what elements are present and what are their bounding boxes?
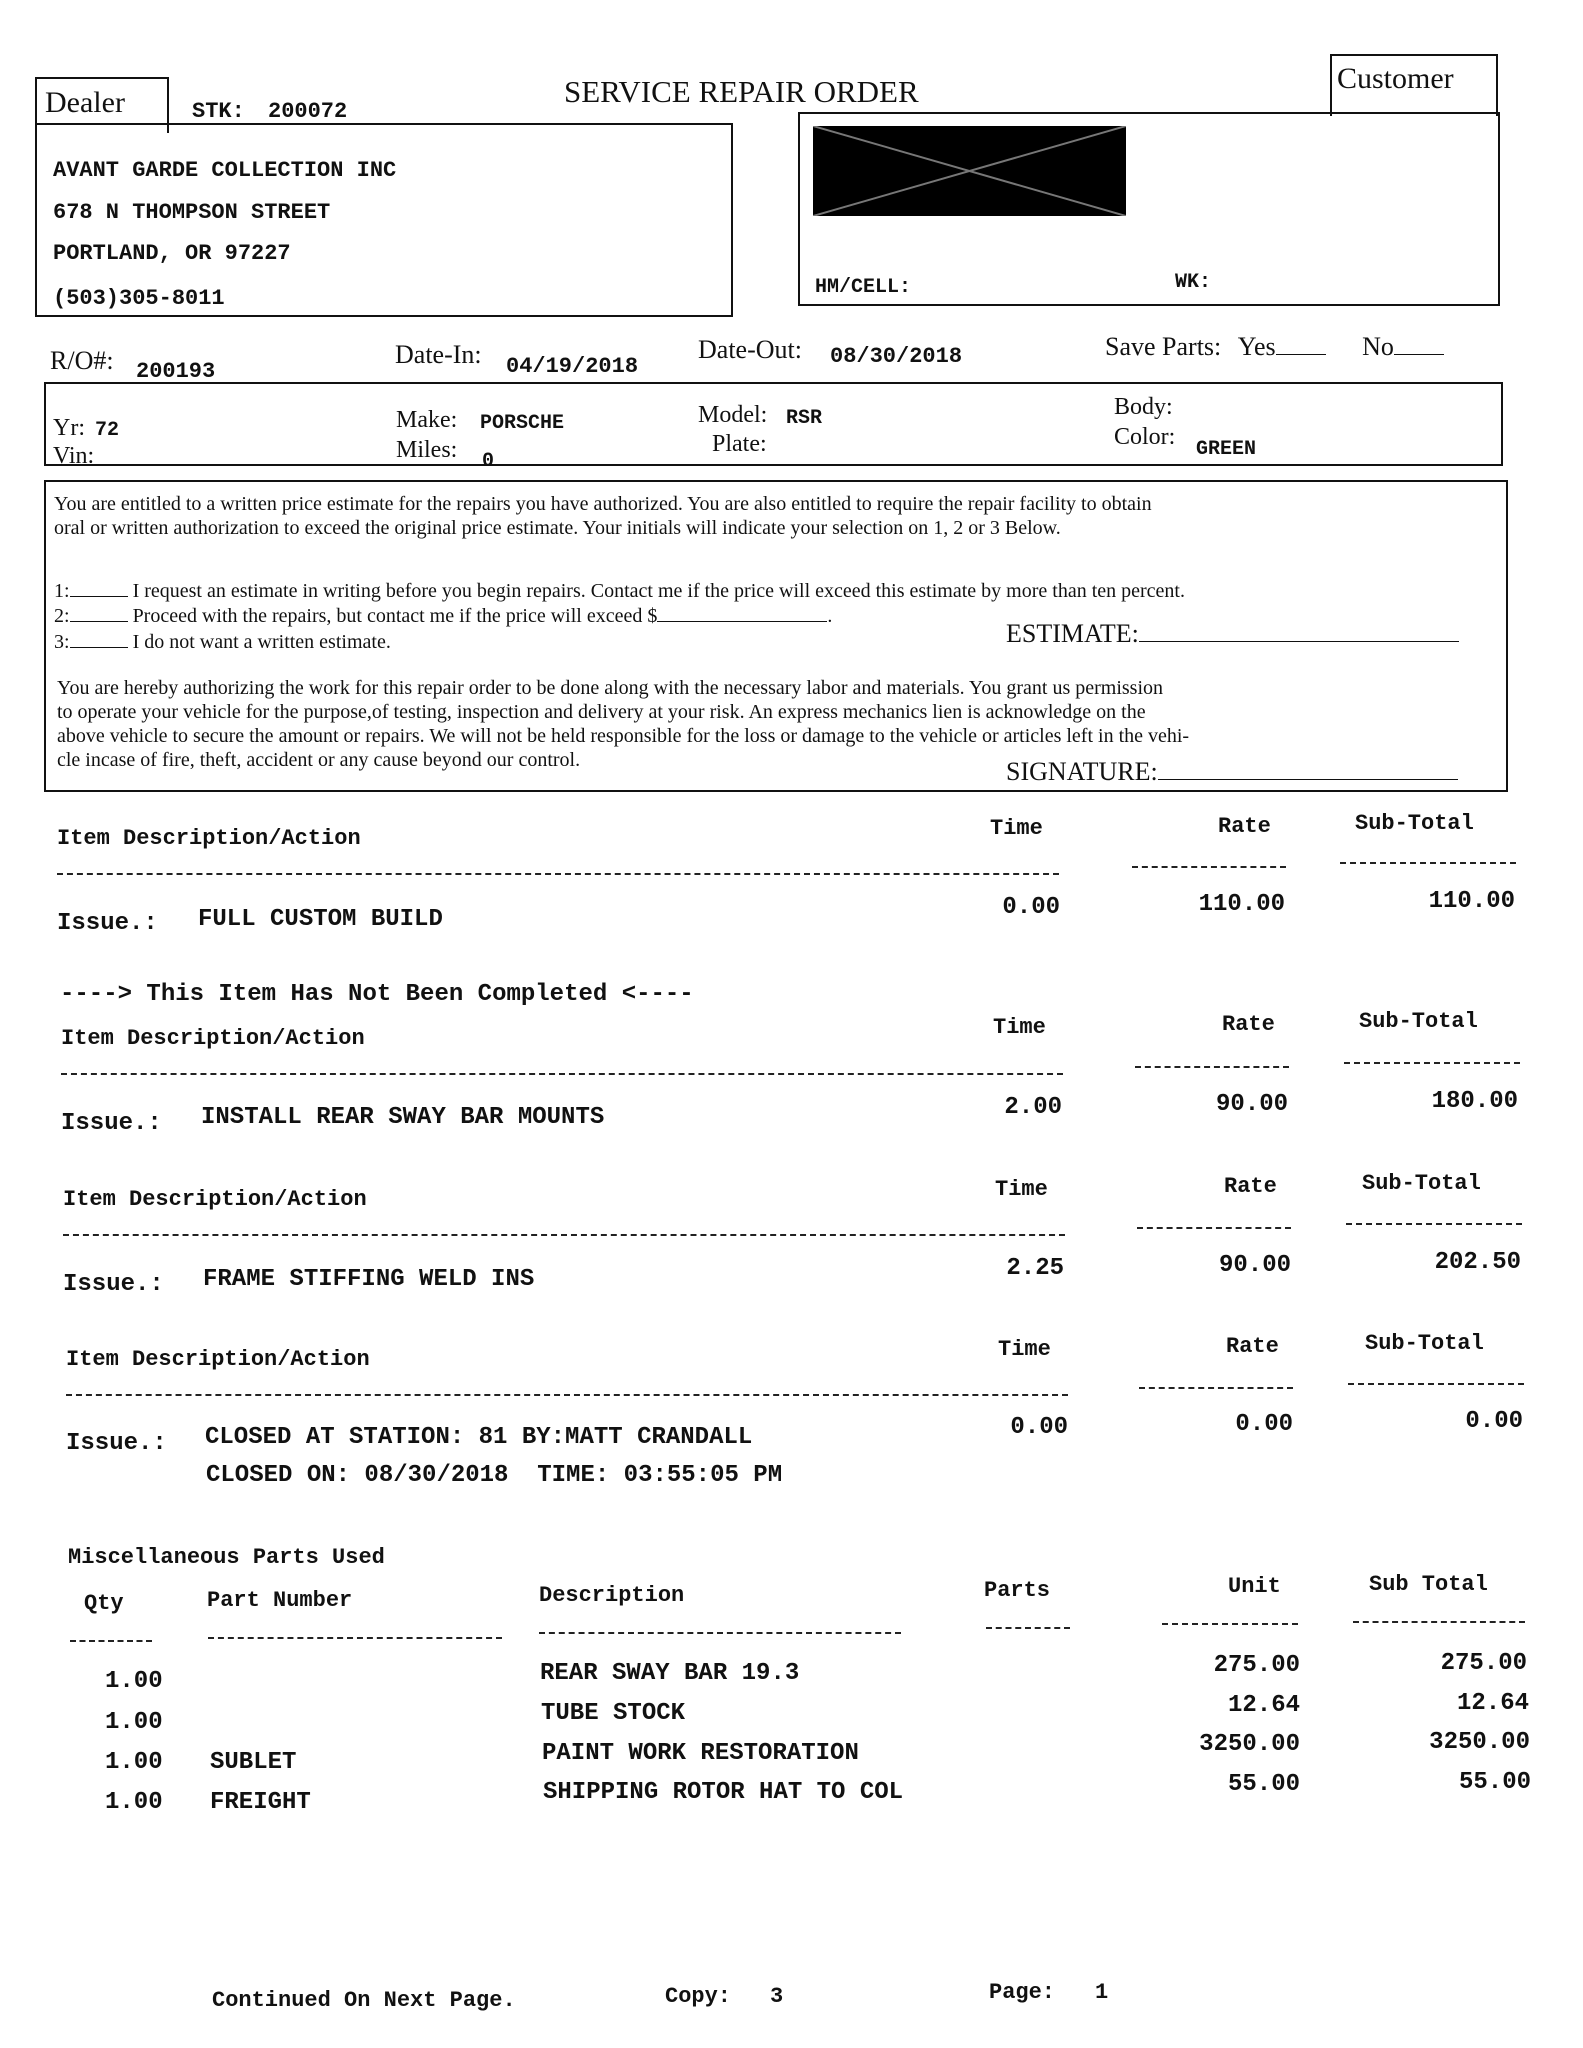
- parts-header-qty: Qty: [84, 1591, 124, 1616]
- copy-label: Copy:: [665, 1984, 732, 2009]
- plate-label: Plate:: [712, 431, 767, 457]
- ro-value: 200193: [136, 359, 216, 384]
- item-rate: 110.00: [1198, 891, 1285, 918]
- item-description: CLOSED AT STATION: 81 BY:MATT CRANDALL: [205, 1424, 753, 1451]
- signature-label: SIGNATURE:: [1006, 757, 1158, 786]
- col-header-subtotal: Sub-Total: [1365, 1331, 1484, 1356]
- yr-value: 72: [95, 419, 120, 442]
- divider-desc: [61, 1073, 1063, 1075]
- item-rate: 90.00: [1215, 1091, 1288, 1118]
- signature-line[interactable]: [1158, 753, 1458, 780]
- dealer-tab-label: Dealer: [45, 86, 125, 119]
- parts-header-part-number: Part Number: [207, 1588, 353, 1613]
- estimate-field: [1006, 615, 1459, 649]
- item-issue-label: Issue.:: [66, 1430, 167, 1457]
- parts-row-qty: 1.00: [105, 1709, 163, 1736]
- model-label: Model:: [698, 402, 768, 428]
- terms-intro-1: You are entitled to a written price estimate for the repairs you have authorized. You are also entitled to require the repair facility to obtain: [54, 493, 1152, 515]
- parts-divider-sub-total: [1353, 1621, 1525, 1623]
- parts-row-qty: 1.00: [105, 1668, 163, 1695]
- date-out-value: 08/30/2018: [830, 344, 963, 369]
- col-header-time: Time: [990, 816, 1043, 841]
- customer-tab-label: Customer: [1337, 62, 1454, 95]
- col-header-subtotal: Sub-Total: [1355, 811, 1474, 836]
- divider-rate: [1137, 1227, 1291, 1229]
- item-subtotal: 110.00: [1428, 888, 1515, 915]
- item-time: 2.25: [1006, 1255, 1064, 1282]
- item-description: INSTALL REAR SWAY BAR MOUNTS: [201, 1104, 605, 1131]
- parts-divider-part-number: [208, 1637, 502, 1639]
- col-header-time: Time: [995, 1177, 1048, 1202]
- terms-intro-2: oral or written authorization to exceed the original price estimate. Your initials will indicate your selection on 1, 2 or 3 Below.: [54, 517, 1061, 539]
- divider-desc: [57, 873, 1059, 875]
- col-header-rate: Rate: [1218, 814, 1271, 839]
- col-header-rate: Rate: [1222, 1012, 1275, 1037]
- parts-row-sub-total: 3250.00: [1429, 1729, 1530, 1756]
- col-header-rate: Rate: [1224, 1174, 1277, 1199]
- terms-auth-2: to operate your vehicle for the purpose,of testing, inspection and delivery at your risk. An express mechanics lien is acknowledge on the: [57, 701, 1146, 723]
- dealer-street: 678 N THOMPSON STREET: [53, 200, 331, 225]
- col-header-desc: Item Description/Action: [66, 1347, 370, 1372]
- item-status-note: ----> This Item Has Not Been Completed <----: [60, 981, 694, 1008]
- item-time: 0.00: [1010, 1414, 1068, 1441]
- option-1-initials[interactable]: [70, 576, 128, 597]
- page-value: 1: [1095, 1980, 1109, 2005]
- vehicle-box: [44, 382, 1503, 466]
- estimate-line[interactable]: [1139, 615, 1459, 642]
- parts-row-sub-total: 275.00: [1440, 1650, 1527, 1677]
- estimate-label: ESTIMATE:: [1006, 619, 1139, 648]
- parts-row-qty: 1.00: [105, 1749, 163, 1776]
- color-label: Color:: [1114, 424, 1176, 450]
- divider-subtotal: [1348, 1383, 1524, 1385]
- parts-row-sub-total: 55.00: [1458, 1769, 1531, 1796]
- col-header-time: Time: [993, 1015, 1046, 1040]
- parts-title: Miscellaneous Parts Used: [68, 1545, 385, 1570]
- option-2: 2: Proceed with the repairs, but contact me if the price will exceed $ .: [54, 601, 832, 629]
- item-subtotal: 180.00: [1431, 1088, 1518, 1115]
- divider-subtotal: [1346, 1223, 1522, 1225]
- parts-header-sub-total: Sub Total: [1369, 1572, 1488, 1597]
- redacted-customer-name: [813, 126, 1126, 216]
- page-label: Page:: [989, 1980, 1056, 2005]
- divider-desc: [63, 1234, 1065, 1236]
- col-header-desc: Item Description/Action: [57, 826, 361, 851]
- parts-divider-parts: [986, 1627, 1070, 1629]
- color-value: GREEN: [1196, 438, 1257, 461]
- option-3: 3: I do not want a written estimate.: [54, 627, 391, 655]
- parts-row-unit: 12.64: [1227, 1692, 1300, 1719]
- item-issue-label: Issue.:: [57, 910, 158, 937]
- stk-label: STK:: [192, 99, 245, 124]
- item-rate: 90.00: [1218, 1252, 1291, 1279]
- divider-rate: [1135, 1066, 1289, 1068]
- option-2-initials[interactable]: [70, 601, 128, 622]
- parts-row-description: PAINT WORK RESTORATION: [542, 1740, 859, 1767]
- miles-label: Miles:: [396, 437, 458, 463]
- col-header-subtotal: Sub-Total: [1359, 1009, 1478, 1034]
- option-2-amount[interactable]: [657, 601, 827, 622]
- save-parts-label: [1105, 328, 1444, 362]
- col-header-time: Time: [998, 1337, 1051, 1362]
- date-in-label: Date-In:: [395, 340, 482, 369]
- continued-note: Continued On Next Page.: [212, 1988, 516, 2013]
- terms-auth-4: cle incase of fire, theft, accident or any cause beyond our control.: [57, 749, 581, 771]
- dealer-city: PORTLAND, OR 97227: [53, 241, 291, 266]
- divider-rate: [1132, 866, 1286, 868]
- copy-value: 3: [770, 1984, 784, 2009]
- dealer-phone: (503)305-8011: [53, 286, 225, 311]
- parts-row-part-number: SUBLET: [210, 1749, 297, 1776]
- wk-label: WK:: [1175, 271, 1212, 294]
- parts-header-description: Description: [539, 1583, 685, 1608]
- make-label: Make:: [396, 407, 458, 433]
- col-header-desc: Item Description/Action: [61, 1026, 365, 1051]
- col-header-subtotal: Sub-Total: [1362, 1171, 1481, 1196]
- item-issue-label: Issue.:: [63, 1271, 164, 1298]
- date-out-label: Date-Out:: [698, 335, 802, 364]
- divider-desc: [66, 1394, 1068, 1396]
- parts-row-sub-total: 12.64: [1456, 1690, 1529, 1717]
- parts-row-unit: 55.00: [1227, 1771, 1300, 1798]
- parts-row-description: SHIPPING ROTOR HAT TO COL: [543, 1779, 904, 1806]
- save-parts-text: Save Parts:: [1105, 332, 1222, 361]
- divider-subtotal: [1340, 862, 1516, 864]
- parts-row-unit: 275.00: [1213, 1652, 1300, 1679]
- miles-value: 0: [482, 450, 495, 473]
- stk-value: 200072: [268, 99, 348, 124]
- hm-cell-label: HM/CELL:: [815, 276, 912, 299]
- model-value: RSR: [786, 407, 823, 430]
- item-subtotal: 202.50: [1434, 1249, 1521, 1276]
- parts-row-qty: 1.00: [105, 1789, 163, 1816]
- parts-row-description: REAR SWAY BAR 19.3: [540, 1660, 800, 1687]
- item-time: 2.00: [1004, 1094, 1062, 1121]
- parts-header-parts: Parts: [984, 1578, 1051, 1603]
- page-title: SERVICE REPAIR ORDER: [564, 74, 919, 109]
- option-3-initials[interactable]: [70, 627, 128, 648]
- item-description: FULL CUSTOM BUILD: [198, 906, 443, 933]
- yr-label: Yr:: [53, 415, 85, 441]
- body-label: Body:: [1114, 394, 1173, 420]
- item-time: 0.00: [1002, 894, 1060, 921]
- parts-divider-description: [539, 1632, 901, 1634]
- item-rate: 0.00: [1235, 1411, 1293, 1438]
- divider-subtotal: [1344, 1062, 1520, 1064]
- item-description: FRAME STIFFING WELD INS: [203, 1266, 535, 1293]
- parts-header-unit: Unit: [1228, 1574, 1281, 1599]
- parts-row-description: TUBE STOCK: [541, 1700, 686, 1727]
- col-header-desc: Item Description/Action: [63, 1187, 367, 1212]
- option-1: 1: I request an estimate in writing before you begin repairs. Contact me if the price will exceed this estimate by more than ten percent.: [54, 576, 1185, 604]
- divider-rate: [1139, 1387, 1293, 1389]
- parts-divider-unit: [1162, 1623, 1298, 1625]
- terms-auth-3: above vehicle to secure the amount or repairs. We will not be held responsible for the loss or damage to the vehicle or articles left in the vehi-: [57, 725, 1190, 747]
- signature-field: [1006, 753, 1458, 787]
- ro-label: R/O#:: [50, 346, 114, 375]
- vin-label: Vin:: [53, 443, 95, 469]
- terms-auth-1: You are hereby authorizing the work for this repair order to be done along with the necessary labor and materials. You grant us permission: [57, 677, 1164, 699]
- parts-divider-qty: [70, 1640, 152, 1642]
- item-issue-label: Issue.:: [61, 1110, 162, 1137]
- save-parts-yes: Yes: [1237, 332, 1276, 361]
- save-parts-no: No: [1362, 332, 1394, 361]
- make-value: PORSCHE: [480, 412, 565, 435]
- item-closed-on: CLOSED ON: 08/30/2018 TIME: 03:55:05 PM: [206, 1462, 783, 1489]
- col-header-rate: Rate: [1226, 1334, 1279, 1359]
- dealer-name: AVANT GARDE COLLECTION INC: [53, 158, 397, 183]
- item-subtotal: 0.00: [1465, 1408, 1523, 1435]
- parts-row-unit: 3250.00: [1199, 1731, 1300, 1758]
- date-in-value: 04/19/2018: [506, 354, 639, 379]
- parts-row-part-number: FREIGHT: [210, 1789, 311, 1816]
